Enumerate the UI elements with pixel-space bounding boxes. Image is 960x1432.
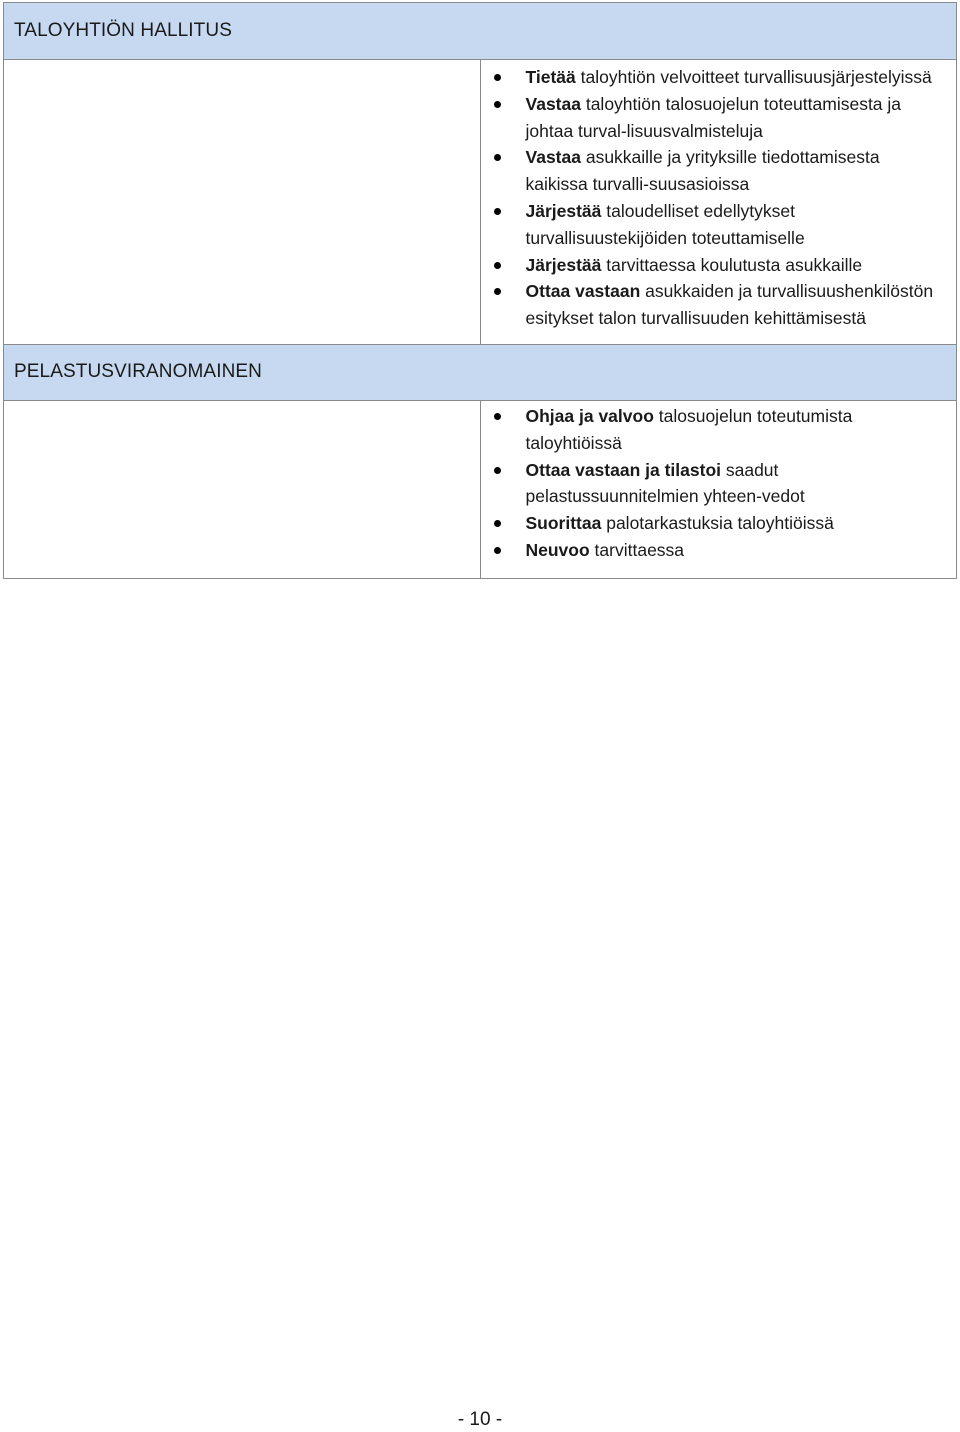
list-item: Ohjaa ja valvoo talosuojelun toteutumista taloyhtiöissä — [481, 403, 947, 457]
bullet-icon — [494, 101, 501, 108]
bullet-icon — [494, 154, 501, 161]
bullet-icon — [494, 467, 501, 474]
list-item: Vastaa taloyhtiön talosuojelun toteuttamisesta ja johtaa turval-lisuusvalmisteluja — [481, 91, 947, 145]
section-header-row — [4, 344, 957, 400]
list-item: Vastaa asukkaille ja yrityksille tiedottamisesta kaikissa turvalli-suusasioissa — [481, 144, 947, 198]
page-number: - 10 - — [457, 1409, 503, 1430]
duties-cell-rescue-authority — [480, 400, 957, 578]
list-item: Järjestää taloudelliset edellytykset turvallisuustekijöiden toteuttamiselle — [481, 198, 947, 252]
bullet-icon — [494, 262, 501, 269]
duty-list-rescue-authority — [481, 403, 947, 564]
bullet-icon — [494, 74, 501, 81]
empty-left-cell — [4, 60, 481, 345]
list-item: Neuvoo tarvittaessa — [481, 537, 947, 564]
bullet-icon — [494, 413, 501, 420]
section-body-row — [4, 400, 957, 578]
section-title-board: TALOYHTIÖN HALLITUS — [4, 3, 957, 60]
list-item: Ottaa vastaan ja tilastoi saadut pelastussuunnitelmien yhteen-vedot — [481, 457, 947, 511]
list-item: Ottaa vastaan asukkaiden ja turvallisuushenkilöstön esitykset talon turvallisuuden kehittämisestä — [481, 278, 947, 332]
bullet-icon — [494, 288, 501, 295]
duties-cell-board — [480, 60, 957, 345]
duty-list-board — [481, 64, 947, 332]
section-header-row — [4, 3, 957, 60]
section-body-row — [4, 60, 957, 345]
list-item: Suorittaa palotarkastuksia taloyhtiöissä — [481, 510, 947, 537]
section-title-rescue-authority: PELASTUSVIRANOMAINEN — [4, 344, 957, 400]
empty-left-cell — [4, 400, 481, 578]
bullet-icon — [494, 547, 501, 554]
list-item: Järjestää tarvittaessa koulutusta asukkaille — [481, 252, 947, 279]
bullet-icon — [494, 208, 501, 215]
bullet-icon — [494, 520, 501, 527]
responsibility-table — [3, 2, 957, 579]
list-item: Tietää taloyhtiön velvoitteet turvallisuusjärjestelyissä — [481, 64, 947, 91]
